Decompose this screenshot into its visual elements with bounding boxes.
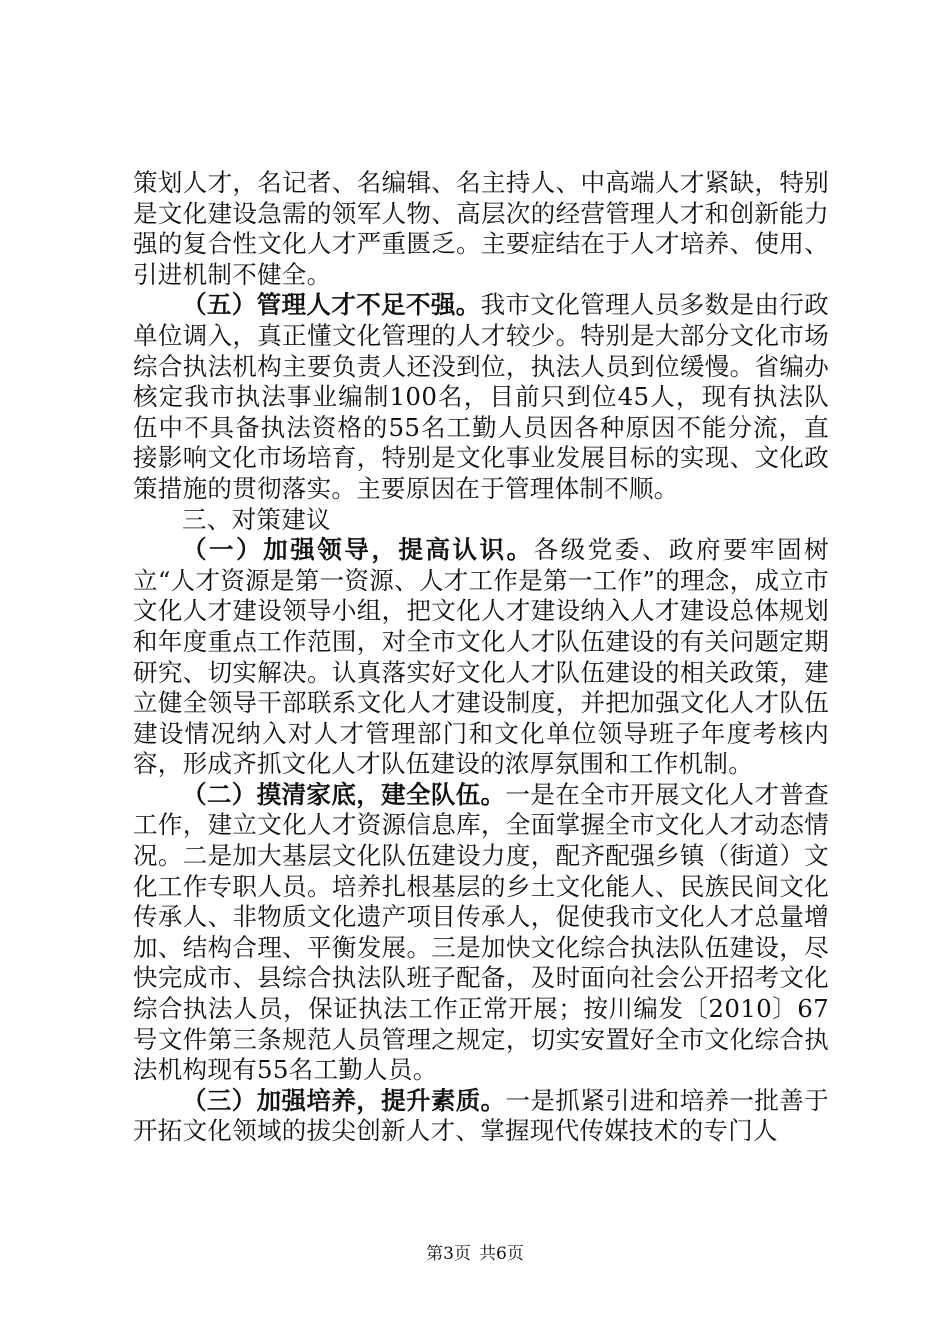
paragraph-text: 策划人才，名记者、名编辑、名主持人、中高端人才紧缺，特别是文化建设急需的领军人物、高层次的经营管理人才和创新能力强的复合性文化人才严重匮乏。主要症结在于人才培养、使用、引进机制不健全。 — [133, 168, 829, 289]
paragraph-lead: （三）加强培养，提升素质。 — [182, 1085, 506, 1115]
paragraph-talent-shortage — [133, 168, 829, 290]
document-body — [133, 168, 829, 1147]
paragraph-build-team — [133, 780, 829, 1086]
paragraph-text: 各级党委、政府要牢固树立“人才资源是第一资源、人才工作是第一工作”的理念，成立市文化人才建设领导小组，把文化人才建设纳入人才建设总体规划和年度重点工作范围，对全市文化人才队伍建设的有关问题定期研究、切实解决。认真落实好文化人才队伍建设的相关政策，建立健全领导干部联系文化人才建设制度，并把加强文化人才队伍建设情况纳入对人才管理部门和文化单位领导班子年度考核内容，形成齐抓文化人才队伍建设的浓厚氛围和工作机制。 — [133, 535, 829, 779]
paragraph-lead: （一）加强领导，提高认识。 — [182, 535, 534, 565]
section-heading-countermeasures — [133, 505, 829, 536]
section-heading-text: 三、对策建议 — [182, 504, 331, 534]
paragraph-text: 一是抓紧引进和培养一批善于开拓文化领域的拔尖创新人才、掌握现代传媒技术的专门人 — [133, 1085, 829, 1146]
paragraph-lead: （二）摸清家底，建全队伍。 — [182, 779, 506, 809]
page-footer — [0, 1244, 950, 1264]
page-number: 第3页 — [426, 1244, 471, 1264]
paragraph-management-talent — [133, 290, 829, 504]
paragraph-training — [133, 1086, 829, 1147]
page-total: 共6页 — [479, 1244, 524, 1264]
paragraph-text: 一是在全市开展文化人才普查工作，建立文化人才资源信息库，全面掌握全市文化人才动态情况。二是加大基层文化队伍建设力度，配齐配强乡镇（街道）文化工作专职人员。培养扎根基层的乡土文化能人、民族民间文化传承人、非物质文化遗产项目传承人，促使我市文化人才总量增加、结构合理、平衡发展。三是加快文化综合执法队伍建设，尽快完成市、县综合执法队班子配备，及时面向社会公开招考文化综合执法人员，保证执法工作正常开展；按川编发〔2010〕67号文件第三条规范人员管理之规定，切实安置好全市文化综合执法机构现有55名工勤人员。 — [133, 779, 829, 1085]
paragraph-strengthen-leadership — [133, 535, 829, 780]
paragraph-text: 我市文化管理人员多数是由行政单位调入，真正懂文化管理的人才较少。特别是大部分文化市场综合执法机构主要负责人还没到位，执法人员到位缓慢。省编办核定我市执法事业编制100名，目前只到位45人，现有执法队伍中不具备执法资格的55名工勤人员因各种原因不能分流，直接影响文化市场培育，特别是文化事业发展目标的实现、文化政策措施的贯彻落实。主要原因在于管理体制不顺。 — [133, 290, 829, 503]
paragraph-lead: （五）管理人才不足不强。 — [182, 290, 481, 320]
